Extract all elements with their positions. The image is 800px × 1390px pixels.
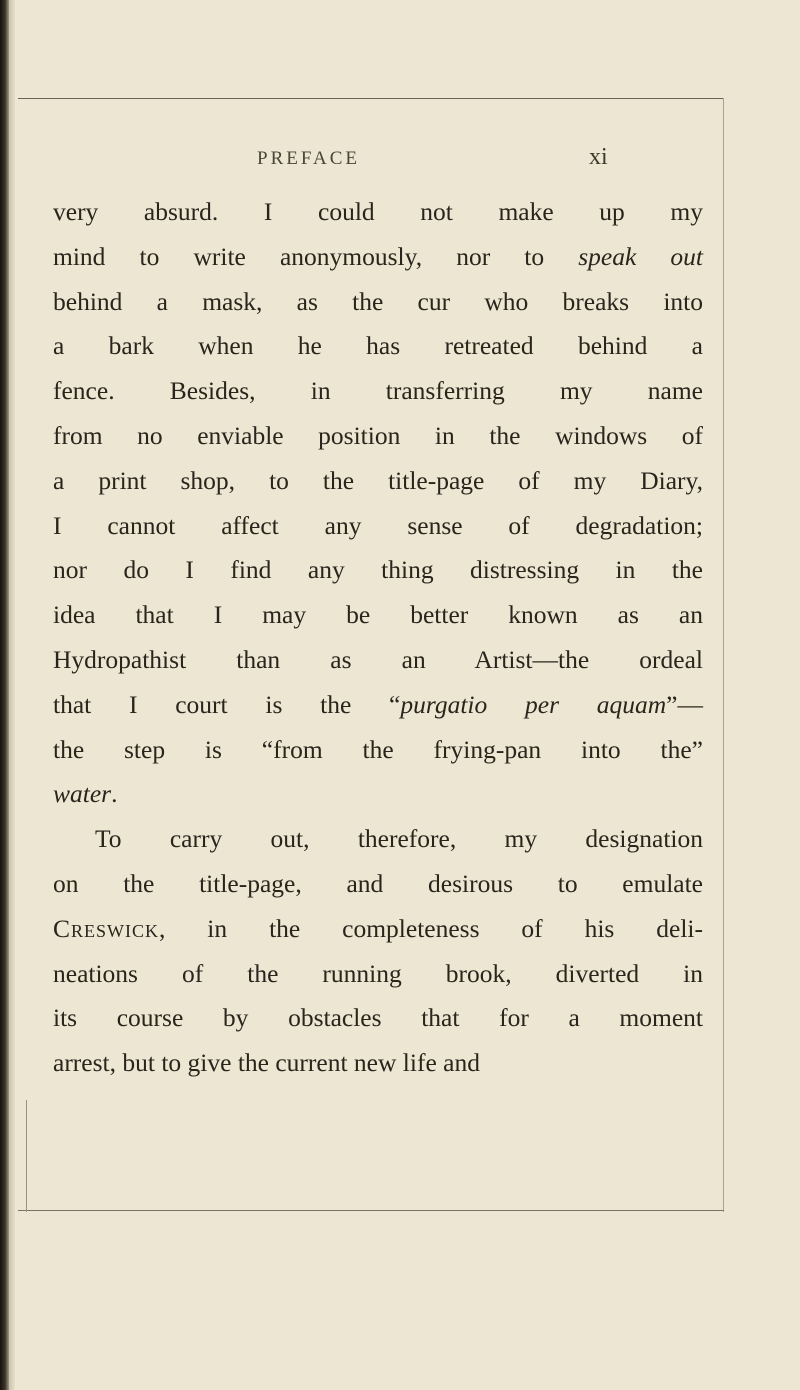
text-line	[53, 772, 703, 817]
text-line	[53, 235, 703, 280]
text-run: idea that I may be better known as an	[53, 600, 703, 630]
text-run: from no enviable position in the windows of	[53, 420, 703, 450]
text-run: neations of the running brook, diverted in	[53, 958, 703, 988]
text-line	[53, 504, 703, 549]
text-line	[53, 907, 703, 952]
italic-text: water	[53, 779, 112, 809]
text-run: To carry out, therefore, my designation	[95, 824, 703, 854]
text-run: that I court is the “	[53, 689, 401, 719]
text-run: nor do I find any thing distressing in the	[53, 555, 703, 585]
text-run: a bark when he has retreated behind a	[53, 331, 703, 361]
page-gutter	[9, 0, 15, 1390]
text-run: , in the completeness of his deli-	[159, 913, 703, 943]
small-caps-name: Creswick	[53, 913, 160, 943]
text-line	[53, 1041, 703, 1086]
text-run: .	[111, 779, 118, 809]
right-rule	[723, 98, 724, 1212]
text-run: fence. Besides, in transferring my name	[53, 376, 703, 406]
text-line	[53, 548, 703, 593]
text-line	[53, 683, 703, 728]
text-run: Hydropathist than as an Artist—the ordeal	[53, 644, 703, 674]
text-line	[53, 280, 703, 325]
text-line	[53, 817, 703, 862]
text-run: on the title-page, and desirous to emulate	[53, 868, 703, 898]
text-line	[53, 190, 703, 235]
text-run: ”—	[666, 689, 703, 719]
italic-text: purgatio per aquam	[400, 689, 667, 719]
text-run: arrest, but to give the current new life and	[53, 1048, 480, 1078]
text-line	[53, 638, 703, 683]
text-run: I cannot affect any sense of degradation;	[53, 510, 703, 540]
page-number: xi	[589, 144, 608, 170]
text-line	[53, 459, 703, 504]
page-header	[0, 144, 800, 178]
text-line	[53, 324, 703, 369]
text-run: behind a mask, as the cur who breaks into	[53, 286, 703, 316]
text-run: its course by obstacles that for a moment	[53, 1003, 703, 1033]
italic-text: speak out	[578, 241, 703, 271]
bottom-rule	[18, 1210, 724, 1211]
text-line	[53, 996, 703, 1041]
text-line	[53, 414, 703, 459]
text-line	[53, 369, 703, 414]
text-line	[53, 728, 703, 773]
left-rule	[26, 1100, 27, 1212]
text-line	[53, 952, 703, 997]
text-line	[53, 862, 703, 907]
text-run: very absurd. I could not make up my	[53, 197, 703, 226]
running-head: PREFACE	[257, 148, 361, 169]
top-rule	[18, 98, 724, 99]
text-line	[53, 593, 703, 638]
book-binding-shadow	[0, 0, 9, 1390]
body-text	[53, 190, 703, 1086]
text-run: mind to write anonymously, nor to	[53, 241, 579, 271]
text-run: a print shop, to the title-page of my Diary,	[53, 465, 703, 495]
text-run: the step is “from the frying-pan into the”	[53, 734, 703, 764]
